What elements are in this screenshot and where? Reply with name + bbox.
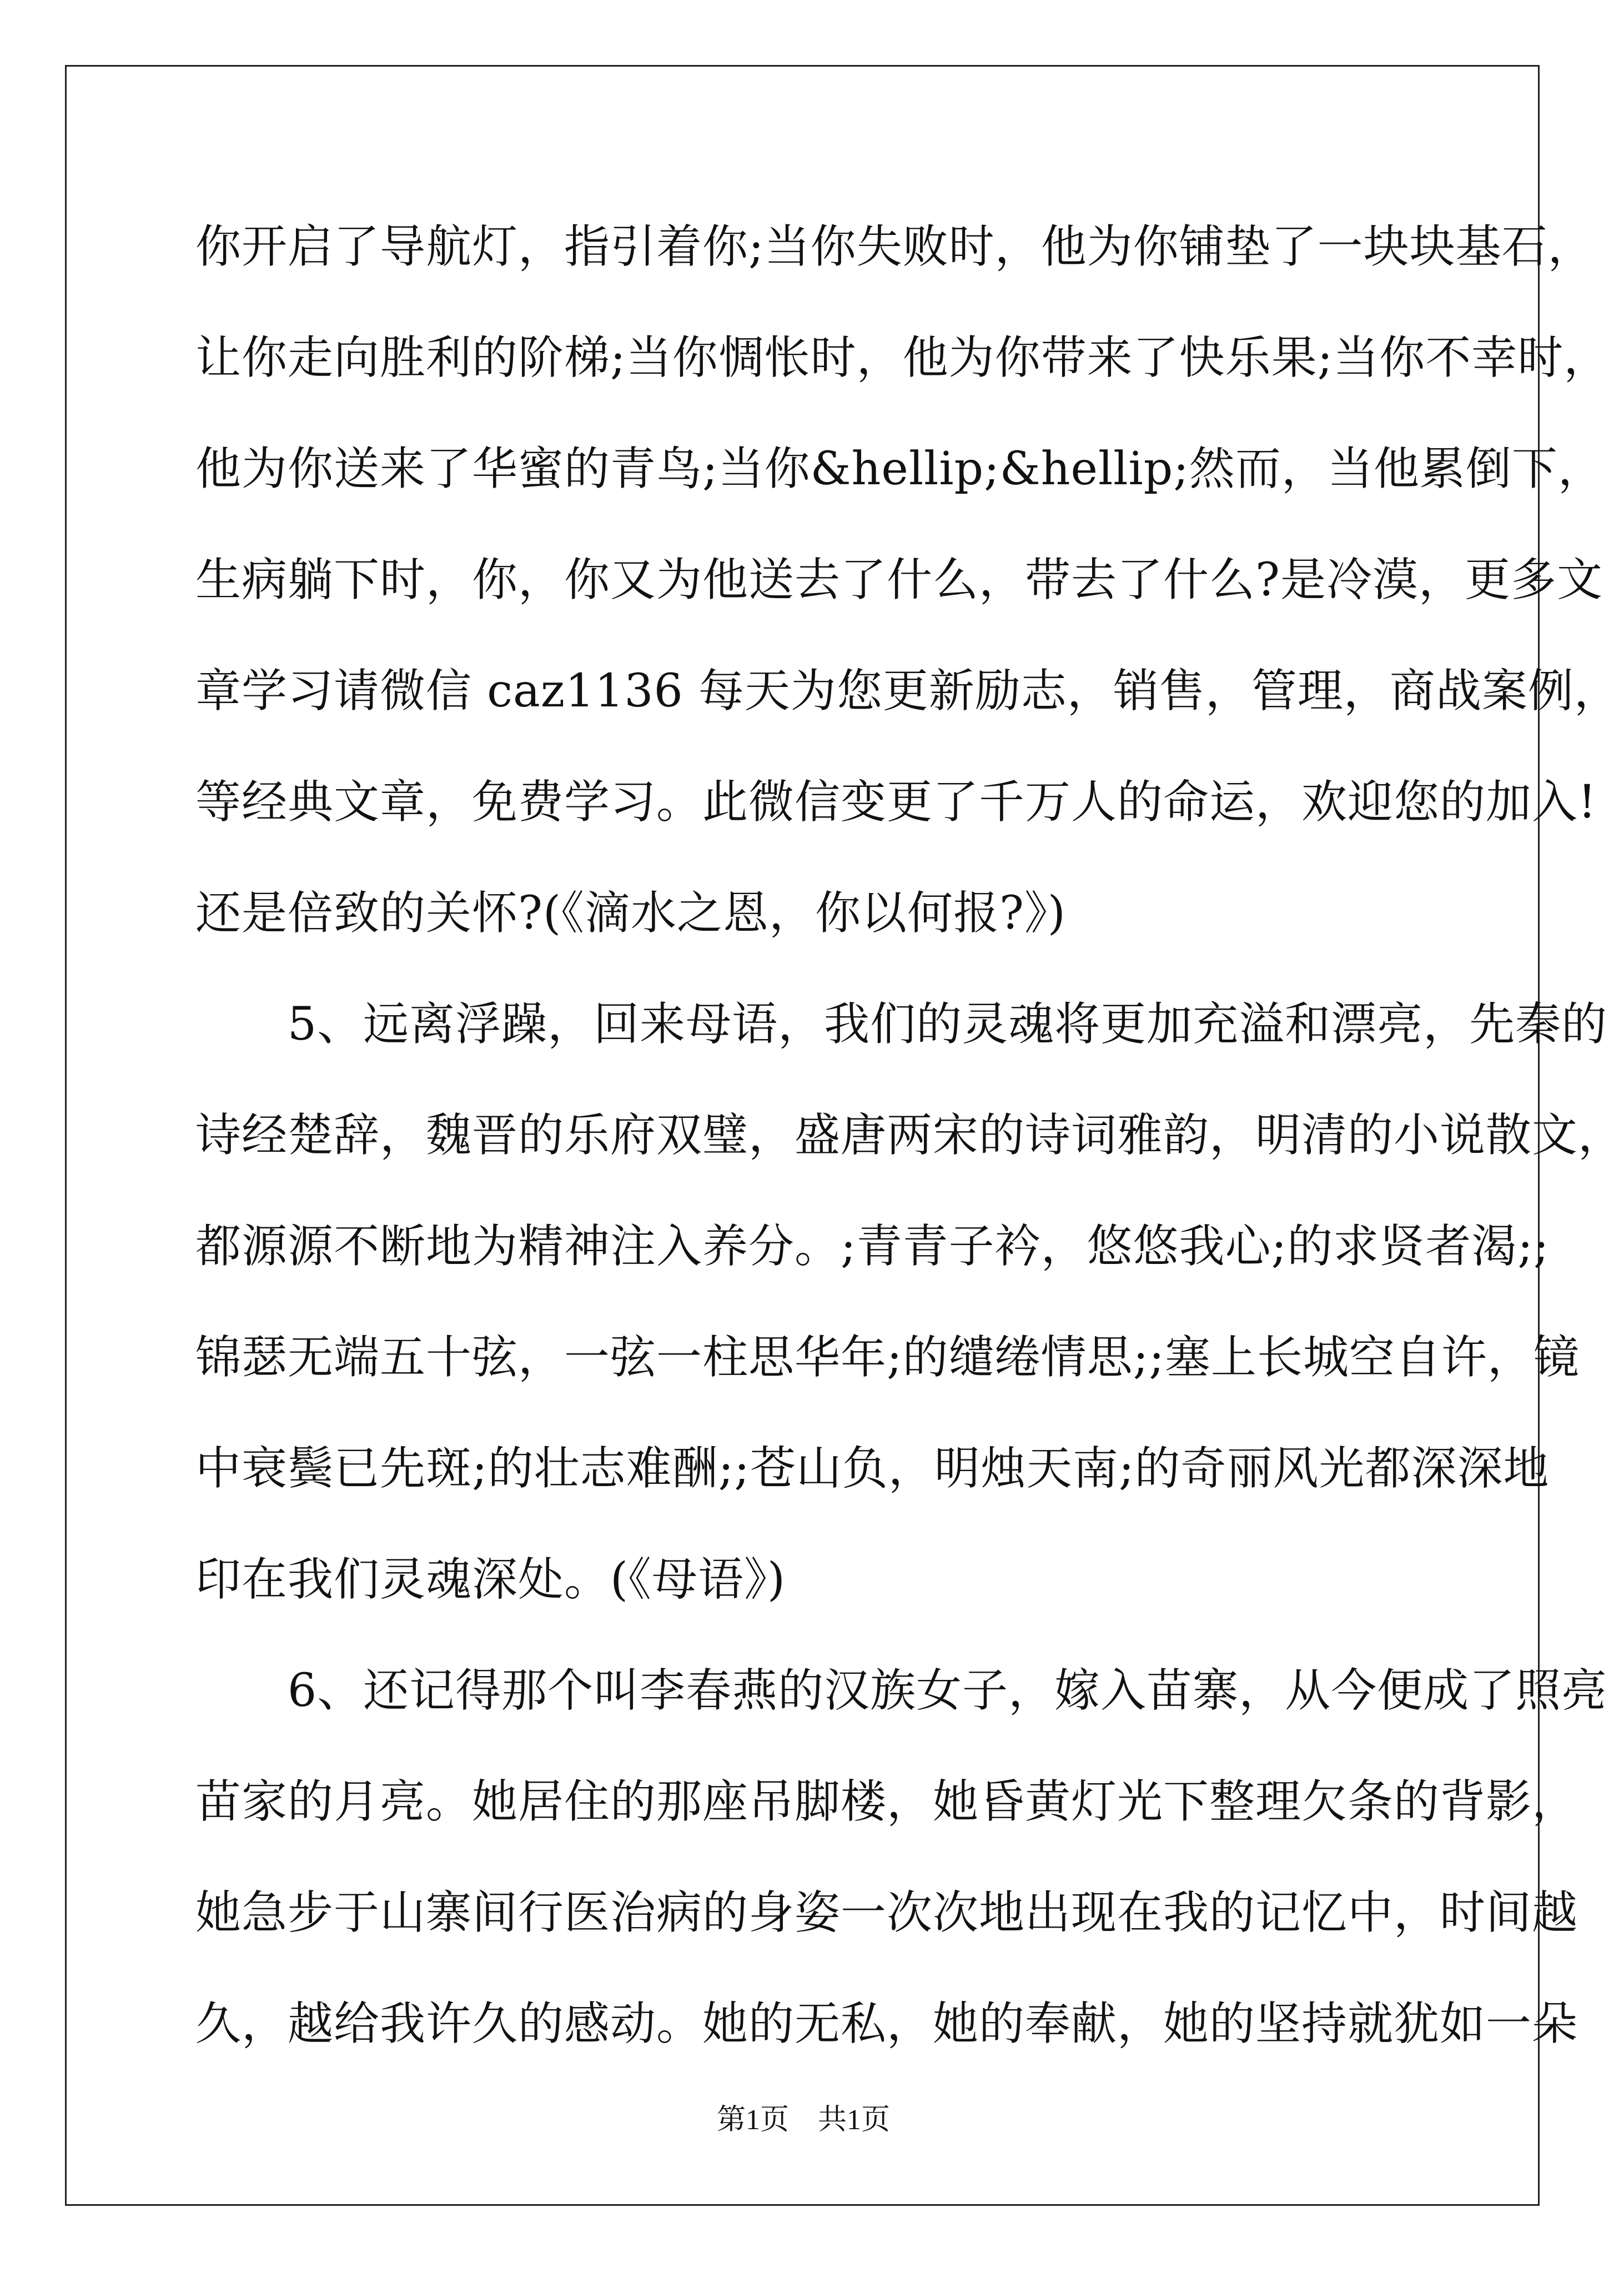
text-line: 她急步于山寨间行医治病的身姿一次次地出现在我的记忆中，时间越 [195, 1886, 1578, 1939]
text-line: 都源源不断地为精神注入养分。;青青子衿，悠悠我心;的求贤者渴;; [195, 1220, 1550, 1273]
text-line: 久，越给我许久的感动。她的无私，她的奉献，她的坚持就犹如一朵 [195, 1998, 1578, 2050]
paragraph-start-line: 5、远离浮躁，回来母语，我们的灵魂将更加充溢和漂亮，先秦的 [195, 998, 1608, 1051]
document-body [195, 217, 1624, 2105]
page-number-footer: 第1页 共1页 [716, 2104, 890, 2136]
text-line: 还是倍致的关怀?(《滴水之恩，你以何报?》) [195, 887, 1066, 940]
text-line: 他为你送来了华蜜的青鸟;当你&hellip;&hellip;然而，当他累倒下， [195, 443, 1604, 495]
text-line: 苗家的月亮。她居住的那座吊脚楼，她昏黄灯光下整理欠条的背影， [195, 1775, 1578, 1828]
text-line: 等经典文章，免费学习。此微信变更了千万人的命运，欢迎您的加入! [195, 776, 1597, 829]
text-line: 诗经楚辞，魏晋的乐府双璧，盛唐两宋的诗词雅韵，明清的小说散文， [195, 1109, 1624, 1162]
text-line: 章学习请微信 caz1136 每天为您更新励志，销售，管理，商战案例， [195, 665, 1620, 717]
text-line: 印在我们灵魂深处。(《母语》) [195, 1553, 786, 1606]
text-line: 中衰鬓已先斑;的壮志难酬;;苍山负，明烛天南;的奇丽风光都深深地 [195, 1442, 1550, 1495]
text-line: 生病躺下时，你，你又为他送去了什么，带去了什么?是冷漠，更多文 [195, 554, 1603, 606]
paragraph-start-line: 6、还记得那个叫李春燕的汉族女子，嫁入苗寨，从今便成了照亮 [195, 1664, 1608, 1717]
text-line: 你开启了导航灯，指引着你;当你失败时，他为你铺垫了一块块基石， [195, 220, 1594, 273]
text-line: 锦瑟无端五十弦，一弦一柱思华年;的缱绻情思;;塞上长城空自许，镜 [195, 1331, 1580, 1384]
text-line: 让你走向胜利的阶梯;当你惆怅时，他为你带来了快乐果;当你不幸时， [195, 332, 1610, 384]
